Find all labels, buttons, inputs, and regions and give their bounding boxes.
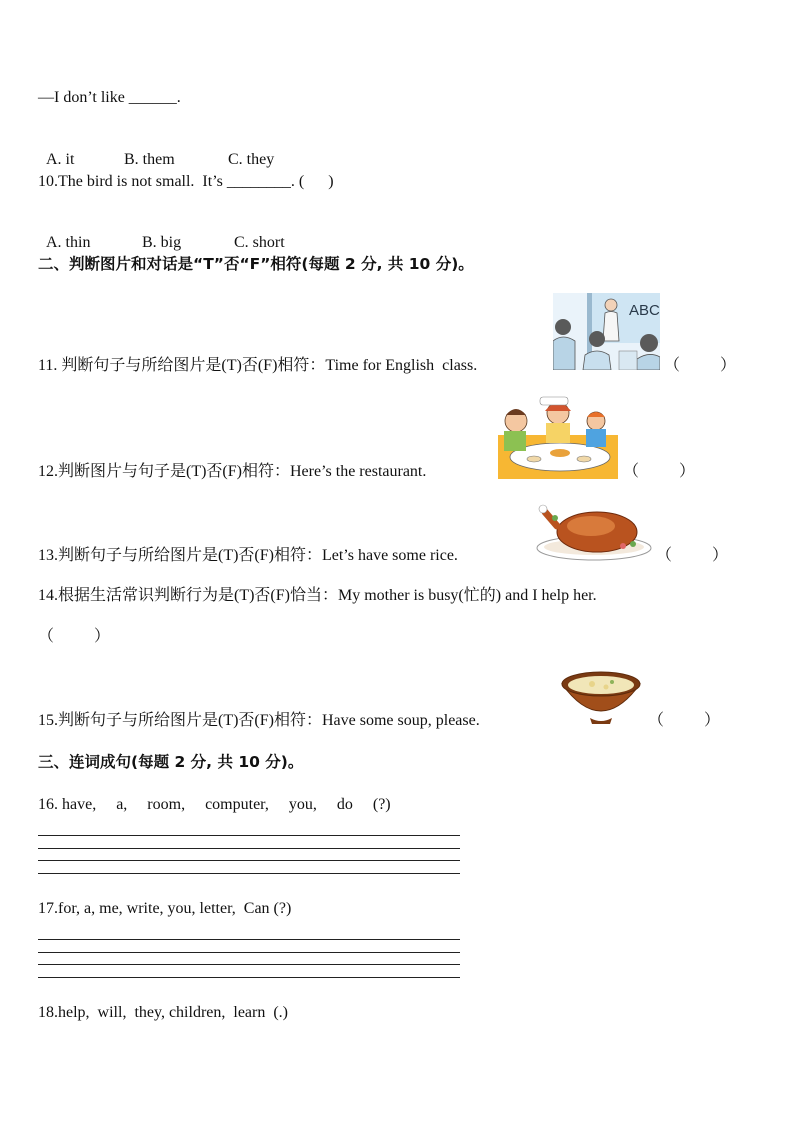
- roast-turkey-image: [535, 500, 653, 562]
- q18-prompt: 18.help, will, they, children, learn (.): [38, 1004, 288, 1021]
- q11-prompt: 11. 判断句子与所给图片是(T)否(F)相符：Time for English class.: [38, 357, 478, 374]
- q17-answer-line-2[interactable]: [38, 952, 460, 953]
- q17-prompt: 17.for, a, me, write, you, letter, Can (?): [38, 900, 292, 917]
- q14-prompt: 14.根据生活常识判断行为是(T)否(F)恰当：My mother is busy(忙的) and I help her.: [38, 587, 597, 604]
- q16-answer-line-2[interactable]: [38, 848, 460, 849]
- q14-answer-blank[interactable]: （ ）: [38, 628, 111, 645]
- family-dinner-image: [498, 395, 618, 479]
- q9-prompt: —I don’t like ______.: [38, 89, 181, 106]
- section3-heading: 三、连词成句(每题 2 分, 共 10 分)。: [38, 753, 304, 771]
- q9-options: [38, 130, 274, 170]
- q10-prompt: 10.The bird is not small. It’s ________. ( ): [38, 173, 334, 190]
- q10-option-a[interactable]: A. thin: [46, 234, 91, 251]
- board-text: ABC: [629, 302, 660, 319]
- q16-answer-line-1[interactable]: [38, 835, 460, 836]
- classroom-image: [553, 293, 660, 370]
- q11-answer-blank[interactable]: （ ）: [664, 357, 737, 374]
- q10-option-b[interactable]: B. big: [142, 234, 182, 251]
- soup-bowl-image: [560, 666, 642, 726]
- q10-options: [38, 213, 285, 253]
- q13-prompt: 13.判断句子与所给图片是(T)否(F)相符：Let’s have some rice.: [38, 547, 458, 564]
- q9-option-a[interactable]: A. it: [46, 151, 75, 168]
- q17-answer-line-3[interactable]: [38, 964, 460, 965]
- q17-answer-line-4[interactable]: [38, 977, 460, 978]
- q10-option-c[interactable]: C. short: [234, 234, 285, 251]
- q12-prompt: 12.判断图片与句子是(T)否(F)相符：Here’s the restaurant.: [38, 463, 427, 480]
- q16-answer-line-4[interactable]: [38, 873, 460, 874]
- q15-prompt: 15.判断句子与所给图片是(T)否(F)相符：Have some soup, please.: [38, 712, 480, 729]
- q15-answer-blank[interactable]: （ ）: [648, 712, 721, 729]
- q13-answer-blank[interactable]: （ ）: [656, 547, 729, 564]
- q16-answer-line-3[interactable]: [38, 860, 460, 861]
- section2-heading: 二、判断图片和对话是“T”否“F”相符(每题 2 分, 共 10 分)。: [38, 255, 474, 273]
- q9-option-c[interactable]: C. they: [228, 151, 275, 168]
- q16-prompt: 16. have, a, room, computer, you, do (?): [38, 796, 391, 813]
- q12-answer-blank[interactable]: （ ）: [623, 463, 696, 480]
- q9-option-b[interactable]: B. them: [124, 151, 175, 168]
- q17-answer-line-1[interactable]: [38, 939, 460, 940]
